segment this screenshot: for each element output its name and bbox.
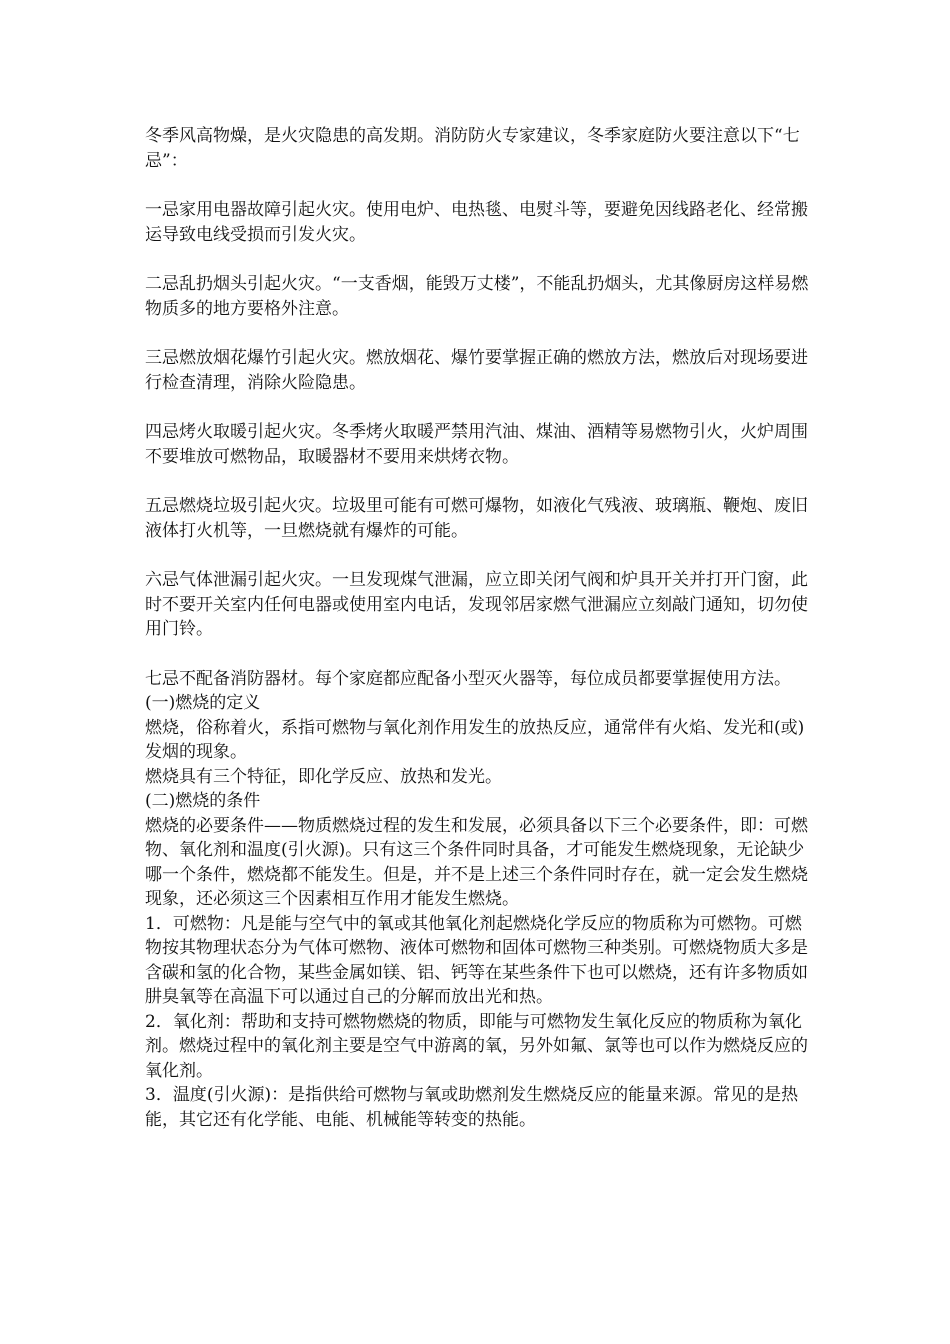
document-page xyxy=(145,124,810,1132)
section-1-definition: 燃烧，俗称着火，系指可燃物与氧化剂作用发生的放热反应，通常伴有火焰、发光和(或)发烟的现象。 xyxy=(145,717,805,762)
section-2-heading: (二)燃烧的条件 xyxy=(145,791,261,811)
combustible-item: 1．可燃物：凡是能与空气中的氧或其他氧化剂起燃烧化学反应的物质称为可燃物。可燃物按其物理状态分为气体可燃物、液体可燃物和固体可燃物三种类别。可燃烧物质大多是含碳和氢的化合物，某些金属如镁、铝、钙等在某些条件下也可以燃烧，还有许多物质如肼臭氧等在高温下可以通过自己的分解而放出光和热。 xyxy=(145,913,808,1007)
intro-paragraph: 冬季风高物燥，是火灾隐患的高发期。消防防火专家建议，冬季家庭防火要注意以下“七忌”： xyxy=(145,126,800,171)
taboo-6-paragraph: 六忌气体泄漏引起火灾。一旦发现煤气泄漏，应立即关闭气阀和炉具开关并打开门窗，此时不要开关室内任何电器或使用室内电话，发现邻居家燃气泄漏应立刻敲门通知，切勿使用门铃。 xyxy=(145,570,808,639)
section-1-features: 燃烧具有三个特征，即化学反应、放热和发光。 xyxy=(145,766,502,787)
section-2-conditions: 燃烧的必要条件——物质燃烧过程的发生和发展，必须具备以下三个必要条件，即：可燃物、氧化剂和温度(引火源)。只有这三个条件同时具备，才可能发生燃烧现象，无论缺少哪一个条件，燃烧都不能发生。但是，并不是上述三个条件同时存在，就一定会发生燃烧现象，还必须这三个因素相互作用才能发生燃烧。 xyxy=(145,815,808,909)
ignition-source-item: 3．温度(引火源)：是指供给可燃物与氧或助燃剂发生燃烧反应的能量来源。常见的是热能，其它还有化学能、电能、机械能等转变的热能。 xyxy=(145,1085,799,1130)
taboo-1-paragraph: 一忌家用电器故障引起火灾。使用电炉、电热毯、电熨斗等，要避免因线路老化、经常搬运导致电线受损而引发火灾。 xyxy=(145,200,808,245)
taboo-3-paragraph: 三忌燃放烟花爆竹引起火灾。燃放烟花、爆竹要掌握正确的燃放方法，燃放后对现场要进行检查清理，消除火险隐患。 xyxy=(145,348,808,393)
section-1-heading: (一)燃烧的定义 xyxy=(145,693,261,713)
taboo-4-paragraph: 四忌烤火取暖引起火灾。冬季烤火取暖严禁用汽油、煤油、酒精等易燃物引火，火炉周围不要堆放可燃物品，取暖器材不要用来烘烤衣物。 xyxy=(145,422,808,467)
taboo-2-paragraph: 二忌乱扔烟头引起火灾。“一支香烟，能毁万丈楼”，不能乱扔烟头，尤其像厨房这样易燃物质多的地方要格外注意。 xyxy=(145,274,809,319)
oxidizer-item: 2．氧化剂：帮助和支持可燃物燃烧的物质，即能与可燃物发生氧化反应的物质称为氧化剂。燃烧过程中的氧化剂主要是空气中游离的氧，另外如氟、氯等也可以作为燃烧反应的氧化剂。 xyxy=(145,1011,808,1081)
taboo-7-paragraph: 七忌不配备消防器材。每个家庭都应配备小型灭火器等，每位成员都要掌握使用方法。 xyxy=(145,668,791,689)
taboo-5-paragraph: 五忌燃烧垃圾引起火灾。垃圾里可能有可燃可爆物，如液化气残液、玻璃瓶、鞭炮、废旧液体打火机等，一旦燃烧就有爆炸的可能。 xyxy=(145,496,808,541)
